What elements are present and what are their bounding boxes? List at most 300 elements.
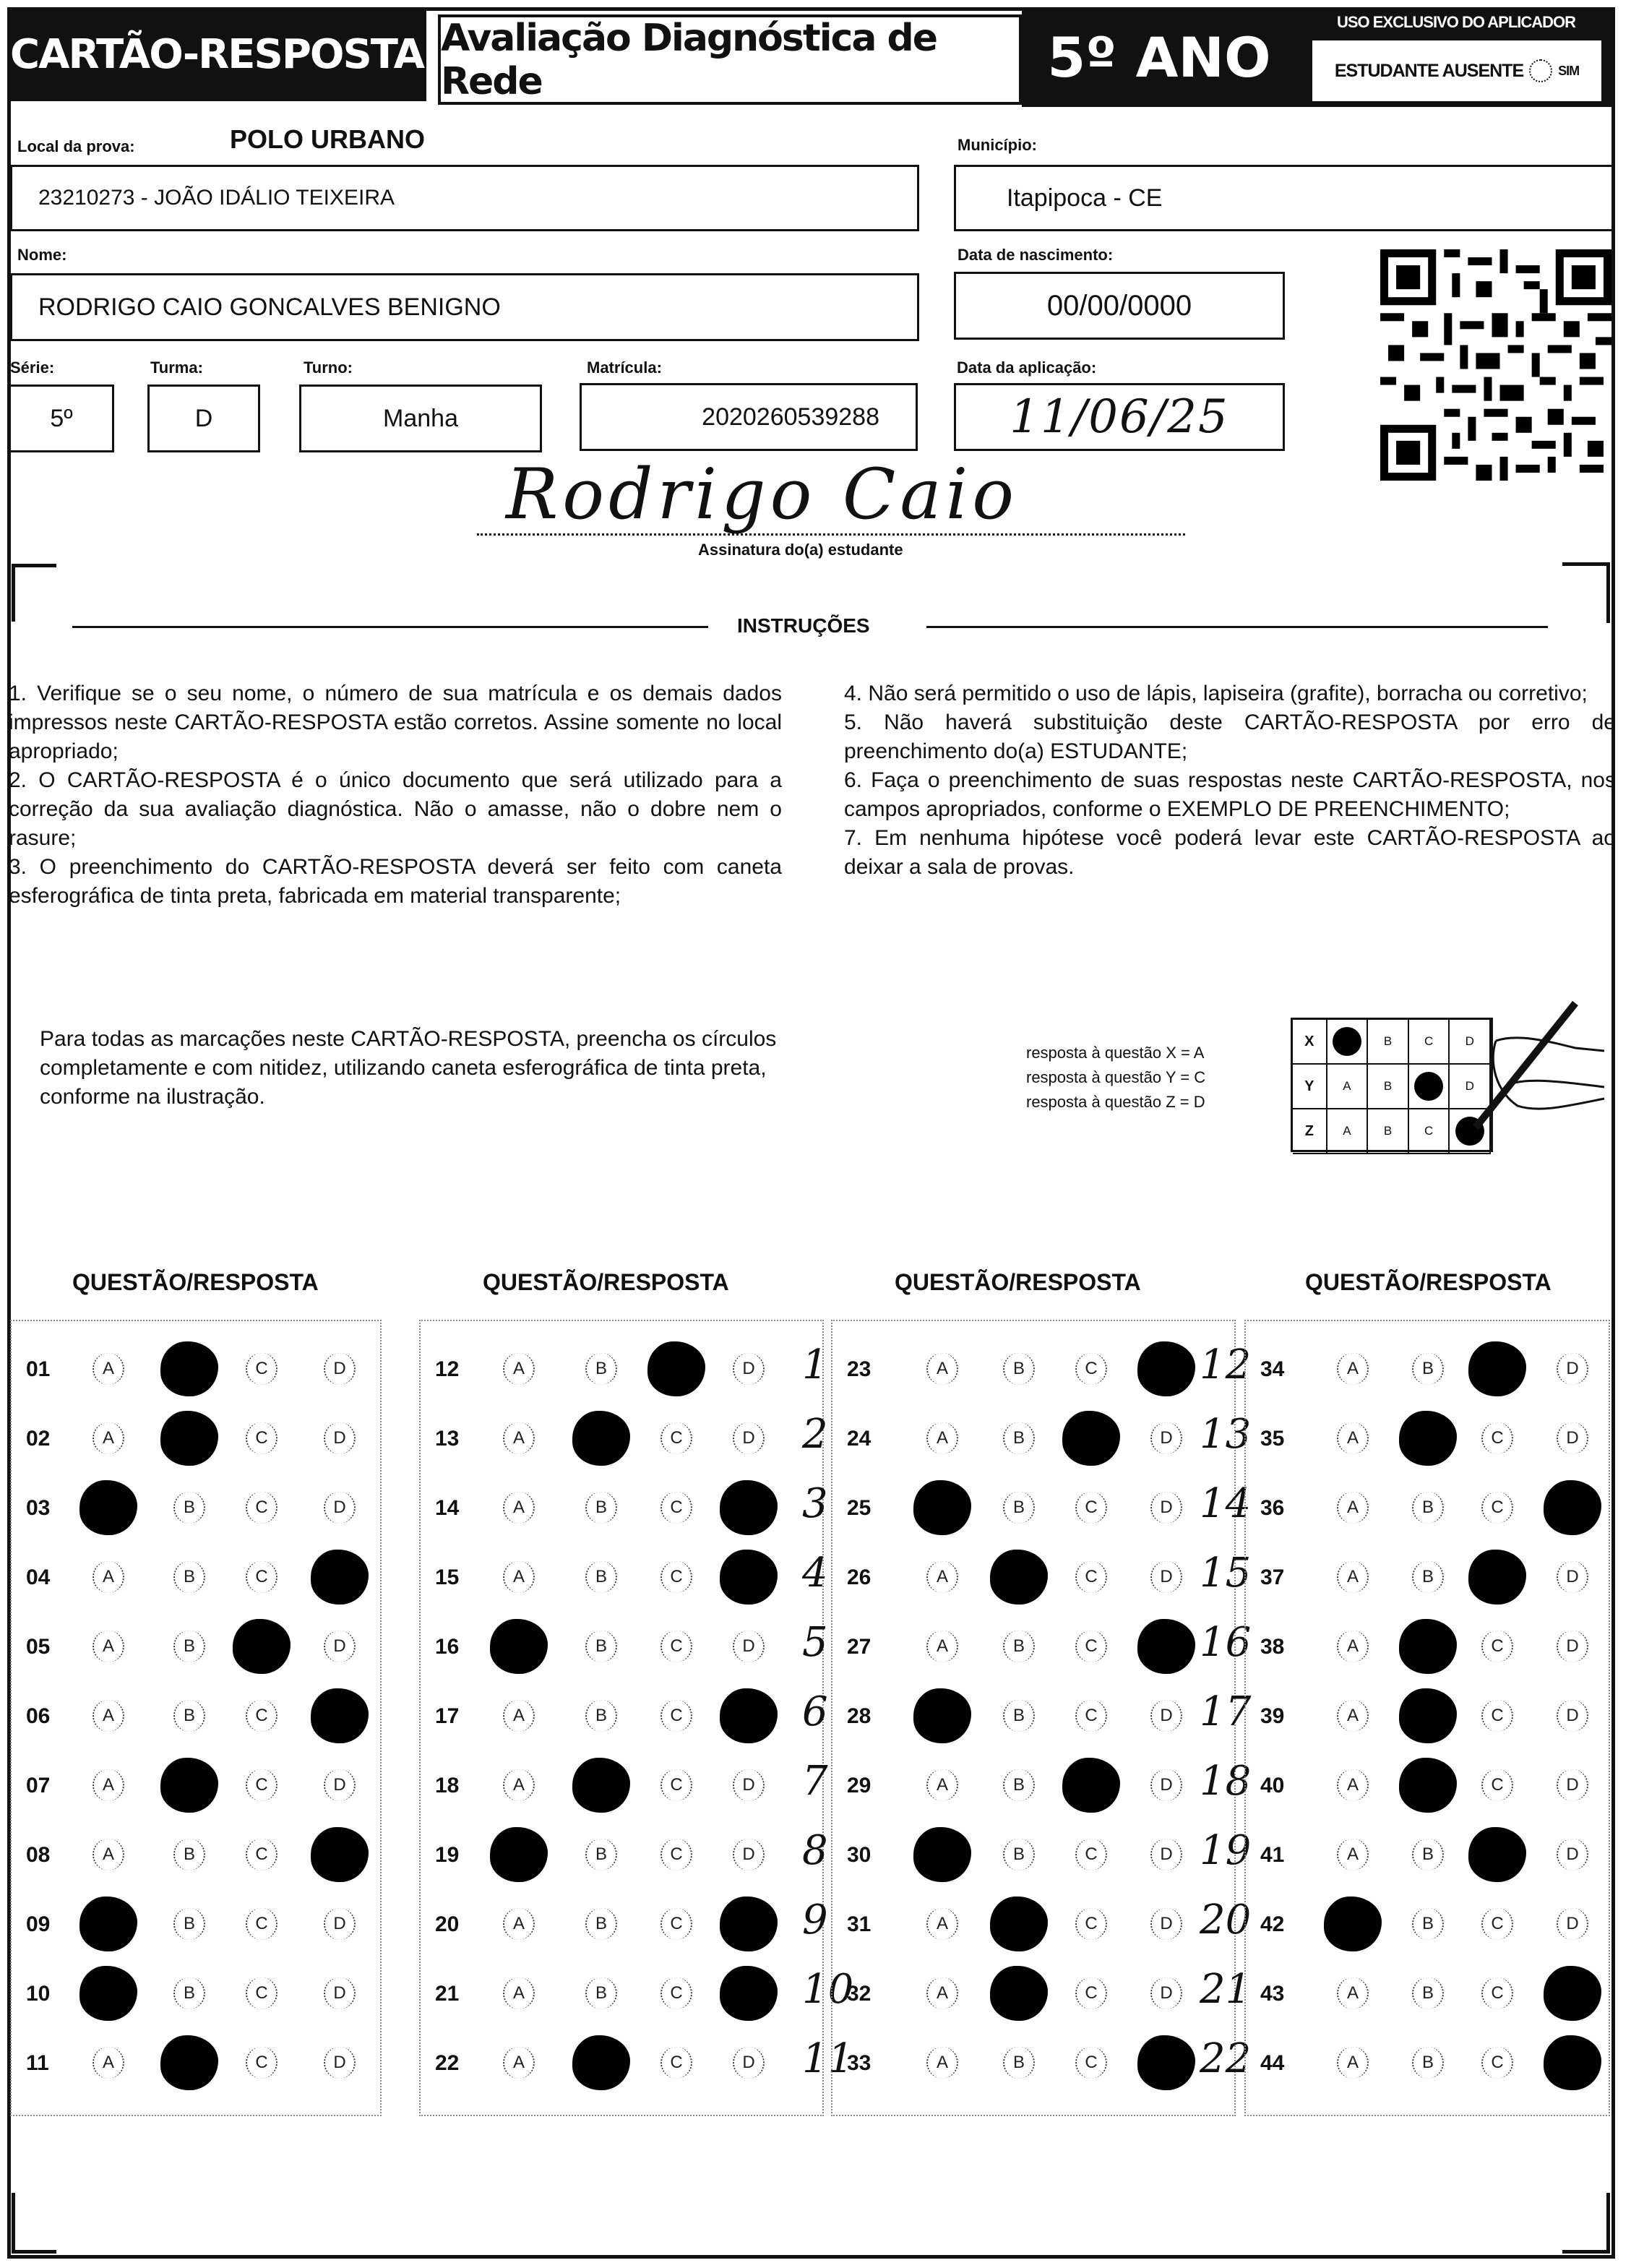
bubble-a[interactable]: A	[1337, 1353, 1369, 1385]
pen-hand-icon	[1467, 997, 1611, 1135]
bubble-c[interactable]: C	[246, 1977, 277, 2009]
bubble-d[interactable]	[1544, 2035, 1601, 2090]
bubble-a[interactable]: A	[503, 2047, 535, 2079]
question-number: 14	[435, 1496, 460, 1520]
bubble-b[interactable]: B	[1003, 1422, 1035, 1454]
bubble-a[interactable]: A	[1337, 2047, 1369, 2079]
bubble-c[interactable]: C	[660, 1839, 692, 1870]
bubble-c[interactable]: C	[1481, 1631, 1513, 1662]
bubble-b[interactable]: B	[173, 1561, 205, 1593]
bubble-c[interactable]: C	[1075, 1561, 1107, 1593]
bubble-d[interactable]: D	[1150, 1561, 1182, 1593]
bubble-b[interactable]	[572, 2035, 630, 2090]
bubble-b[interactable]: B	[1412, 1839, 1444, 1870]
bubble-c[interactable]: C	[660, 1422, 692, 1454]
question-number: 37	[1260, 1565, 1285, 1589]
bubble-d[interactable]: D	[324, 1908, 356, 1940]
handwritten-number: 11	[802, 2035, 854, 2082]
bubble-d[interactable]	[311, 1827, 369, 1882]
exam-title: Avaliação Diagnóstica de Rede	[438, 14, 1022, 105]
question-number: 22	[435, 2051, 460, 2075]
bubble-d[interactable]	[1137, 2035, 1195, 2090]
bubble-d[interactable]: D	[324, 1492, 356, 1524]
instruction-2: 2. O CARTÃO-RESPOSTA é o único documento que será utilizado para a correção da sua avaliação diagnóstica. Não o amasse, não o dobre nem o rasure;	[9, 768, 782, 850]
bubble-b[interactable]	[1399, 1758, 1457, 1813]
question-number: 31	[847, 1912, 872, 1936]
bubble-b[interactable]: B	[1003, 1769, 1035, 1801]
signature-line	[477, 533, 1185, 536]
bubble-c[interactable]: C	[246, 1908, 277, 1940]
question-number: 01	[26, 1357, 51, 1381]
bubble-c[interactable]: C	[1075, 1353, 1107, 1385]
handwritten-number: 3	[802, 1480, 828, 1527]
bubble-d[interactable]: D	[1150, 1422, 1182, 1454]
bubble-c[interactable]: C	[660, 1700, 692, 1732]
bubble-a[interactable]: A	[1337, 1492, 1369, 1524]
bubble-d[interactable]: D	[1150, 1700, 1182, 1732]
handwritten-number: 18	[1200, 1758, 1252, 1805]
handwritten-number: 17	[1200, 1688, 1252, 1735]
bubble-c[interactable]: C	[660, 1561, 692, 1593]
question-number: 09	[26, 1912, 51, 1936]
bubble-c[interactable]	[1062, 1411, 1120, 1466]
question-number: 27	[847, 1635, 872, 1659]
bubble-b[interactable]: B	[173, 1631, 205, 1662]
bubble-c[interactable]: C	[1075, 1977, 1107, 2009]
bubble-a[interactable]: A	[926, 1631, 958, 1662]
bubble-b[interactable]: B	[1412, 2047, 1444, 2079]
local-value: POLO URBANO	[230, 124, 425, 154]
bubble-d[interactable]: D	[733, 1422, 765, 1454]
question-number: 08	[26, 1843, 51, 1867]
example-label-z: resposta à questão Z = D	[1026, 1093, 1205, 1111]
bubble-d[interactable]: D	[324, 2047, 356, 2079]
bubble-d[interactable]: D	[1557, 1839, 1588, 1870]
bubble-b[interactable]	[160, 1758, 218, 1813]
bubble-d[interactable]	[311, 1550, 369, 1605]
bubble-b[interactable]: B	[585, 1908, 617, 1940]
bubble-d[interactable]	[1137, 1619, 1195, 1674]
handwritten-number: 19	[1200, 1827, 1252, 1874]
turma-field	[147, 385, 260, 452]
example-row	[1293, 1020, 1491, 1065]
bubble-c[interactable]: C	[1075, 2047, 1107, 2079]
bubble-b[interactable]: B	[585, 1561, 617, 1593]
bubble-d[interactable]: D	[1150, 1908, 1182, 1940]
example-option-d: D	[1450, 1020, 1491, 1063]
bubble-b[interactable]	[160, 2035, 218, 2090]
bubble-b[interactable]: B	[585, 1839, 617, 1870]
column-header: QUESTÃO/RESPOSTA	[483, 1269, 729, 1295]
bubble-c[interactable]: C	[246, 1700, 277, 1732]
bubble-b[interactable]: B	[1412, 1908, 1444, 1940]
example-option-d: D	[1450, 1065, 1491, 1108]
aplicacao-value: 11/06/25	[1010, 390, 1229, 444]
signature-handwriting: Rodrigo Caio	[506, 454, 1019, 535]
question-number: 20	[435, 1912, 460, 1936]
bubble-b[interactable]: B	[1003, 2047, 1035, 2079]
bubble-c[interactable]	[1062, 1758, 1120, 1813]
example-option-c	[1409, 1065, 1450, 1108]
bubble-c[interactable]	[647, 1341, 705, 1396]
question-number: 05	[26, 1635, 51, 1659]
bubble-c[interactable]: C	[1481, 1977, 1513, 2009]
column-header: QUESTÃO/RESPOSTA	[895, 1269, 1141, 1295]
handwritten-number: 6	[802, 1688, 828, 1735]
bubble-c[interactable]: C	[246, 1561, 277, 1593]
bubble-a[interactable]: A	[926, 1908, 958, 1940]
bubble-c[interactable]: C	[660, 2047, 692, 2079]
bubble-a[interactable]: A	[503, 1422, 535, 1454]
question-number: 40	[1260, 1774, 1285, 1797]
question-number: 26	[847, 1565, 872, 1589]
bubble-b[interactable]: B	[585, 1631, 617, 1662]
bubble-b[interactable]: B	[1003, 1631, 1035, 1662]
column-header: QUESTÃO/RESPOSTA	[72, 1269, 319, 1295]
bubble-c[interactable]: C	[246, 1769, 277, 1801]
absent-sim: SIM	[1558, 63, 1580, 78]
bubble-c[interactable]: C	[660, 1769, 692, 1801]
turma-label: Turma:	[150, 358, 203, 377]
bubble-a[interactable]: A	[92, 1769, 124, 1801]
bubble-d[interactable]: D	[1557, 1422, 1588, 1454]
bubble-a[interactable]: A	[92, 1700, 124, 1732]
bubble-a[interactable]: A	[503, 1353, 535, 1385]
bubble-a[interactable]: A	[926, 1561, 958, 1593]
example-option-b: B	[1368, 1109, 1409, 1153]
bubble-a[interactable]: A	[503, 1977, 535, 2009]
bubble-a[interactable]: A	[1337, 1839, 1369, 1870]
question-number: 34	[1260, 1357, 1285, 1381]
matricula-label: Matrícula:	[587, 358, 662, 377]
bubble-a[interactable]: A	[503, 1492, 535, 1524]
example-option-b: B	[1368, 1020, 1409, 1063]
question-number: 03	[26, 1496, 51, 1520]
nascimento-label: Data de nascimento:	[957, 246, 1114, 264]
question-number: 42	[1260, 1912, 1285, 1936]
handwritten-number: 12	[1200, 1341, 1252, 1388]
aplicacao-label: Data da aplicação:	[957, 358, 1097, 377]
handwritten-number: 16	[1200, 1619, 1252, 1666]
example-filled-bubble	[1414, 1072, 1443, 1101]
bubble-c[interactable]: C	[1075, 1839, 1107, 1870]
nome-value: RODRIGO CAIO GONCALVES BENIGNO	[38, 293, 501, 321]
bubble-a[interactable]: A	[1337, 1561, 1369, 1593]
bubble-d[interactable]: D	[1557, 1908, 1588, 1940]
bubble-c[interactable]: C	[1075, 1631, 1107, 1662]
example-option-a: A	[1327, 1109, 1369, 1153]
nome-label: Nome:	[17, 246, 67, 264]
handwritten-number: 7	[802, 1758, 828, 1805]
bubble-d[interactable]	[720, 1897, 778, 1951]
bubble-a[interactable]: A	[926, 1769, 958, 1801]
bubble-d[interactable]: D	[324, 1631, 356, 1662]
bubble-b[interactable]	[990, 1966, 1048, 2021]
bubble-a[interactable]: A	[926, 1353, 958, 1385]
bubble-b[interactable]: B	[1003, 1353, 1035, 1385]
bubble-b[interactable]	[160, 1411, 218, 1466]
bubble-a[interactable]: A	[926, 1422, 958, 1454]
question-number: 29	[847, 1774, 872, 1797]
bubble-d[interactable]: D	[1150, 1839, 1182, 1870]
nome-field	[10, 273, 919, 341]
corner-bottom-right	[1562, 2193, 1610, 2254]
example-question-label: X	[1293, 1020, 1327, 1063]
bubble-a[interactable]: A	[92, 2047, 124, 2079]
bubble-c[interactable]: C	[660, 1977, 692, 2009]
bubble-c[interactable]: C	[246, 1353, 277, 1385]
question-number: 44	[1260, 2051, 1285, 2075]
corner-top-right	[1562, 562, 1610, 623]
bubble-a[interactable]: A	[503, 1561, 535, 1593]
instruction-6: 6. Faça o preenchimento de suas respostas neste CARTÃO-RESPOSTA, nos campos apropriados, conforme o EXEMPLO DE PREENCHIMENTO;	[844, 768, 1616, 821]
bubble-a[interactable]: A	[926, 1977, 958, 2009]
bubble-d[interactable]: D	[1557, 1700, 1588, 1732]
example-row	[1293, 1109, 1491, 1154]
bubble-d[interactable]	[720, 1480, 778, 1535]
bubble-a[interactable]: A	[503, 1700, 535, 1732]
question-number: 16	[435, 1635, 460, 1659]
bubble-b[interactable]: B	[173, 1700, 205, 1732]
example-row	[1293, 1065, 1491, 1109]
school-field	[10, 165, 919, 231]
bubble-b[interactable]: B	[173, 1908, 205, 1940]
bubble-c[interactable]: C	[246, 2047, 277, 2079]
bubble-a[interactable]: A	[1337, 1631, 1369, 1662]
bubble-d[interactable]	[720, 1550, 778, 1605]
question-number: 36	[1260, 1496, 1285, 1520]
matricula-value: 2020260539288	[702, 403, 879, 431]
bubble-c[interactable]: C	[1075, 1492, 1107, 1524]
bubble-a[interactable]: A	[1337, 1422, 1369, 1454]
bubble-a[interactable]: A	[92, 1353, 124, 1385]
example-question-label: Z	[1293, 1109, 1327, 1153]
instr-rule-left	[72, 626, 708, 628]
bubble-a[interactable]: A	[92, 1839, 124, 1870]
question-number: 33	[847, 2051, 872, 2075]
absent-box	[1309, 38, 1604, 104]
serie-value: 5º	[50, 404, 73, 432]
example-label-y: resposta à questão Y = C	[1026, 1068, 1206, 1086]
instruction-4: 4. Não será permitido o uso de lápis, lapiseira (grafite), borracha ou corretivo;	[844, 682, 1588, 705]
bubble-b[interactable]: B	[585, 1977, 617, 2009]
bubble-d[interactable]	[1544, 1966, 1601, 2021]
bubble-b[interactable]	[1399, 1619, 1457, 1674]
bubble-d[interactable]: D	[733, 1353, 765, 1385]
bubble-b[interactable]: B	[173, 1492, 205, 1524]
bubble-d[interactable]: D	[733, 1631, 765, 1662]
bubble-c[interactable]: C	[1481, 1769, 1513, 1801]
bubble-a[interactable]	[79, 1966, 137, 2021]
bubble-a[interactable]	[79, 1480, 137, 1535]
nascimento-value: 00/00/0000	[1046, 289, 1192, 322]
example-question-label: Y	[1293, 1065, 1327, 1108]
handwritten-number: 21	[1200, 1966, 1252, 2013]
bubble-d[interactable]: D	[324, 1977, 356, 2009]
bubble-b[interactable]: B	[585, 1353, 617, 1385]
municipio-field	[954, 165, 1614, 231]
example-grid	[1291, 1018, 1493, 1152]
bubble-a[interactable]	[79, 1897, 137, 1951]
bubble-a[interactable]: A	[503, 1908, 535, 1940]
question-number: 04	[26, 1565, 51, 1589]
bubble-a[interactable]: A	[926, 2047, 958, 2079]
question-number: 06	[26, 1704, 51, 1728]
question-number: 23	[847, 1357, 872, 1381]
bubble-c[interactable]: C	[1481, 1700, 1513, 1732]
question-number: 15	[435, 1565, 460, 1589]
turno-field	[299, 385, 542, 452]
bubble-b[interactable]: B	[585, 1700, 617, 1732]
bubble-c[interactable]: C	[1075, 1700, 1107, 1732]
question-number: 21	[435, 1982, 460, 2006]
example-option-a: A	[1327, 1065, 1369, 1108]
bubble-c[interactable]	[1468, 1827, 1526, 1882]
bubble-b[interactable]	[160, 1341, 218, 1396]
bubble-a[interactable]	[490, 1619, 548, 1674]
bubble-d[interactable]: D	[324, 1353, 356, 1385]
bubble-c[interactable]: C	[1481, 1492, 1513, 1524]
bubble-d[interactable]: D	[1557, 1561, 1588, 1593]
example-text: Para todas as marcações neste CARTÃO-RESPOSTA, preencha os círculos completamente e com nitidez, utilizando caneta esferográfica de tinta preta, conforme na ilustração.	[40, 1027, 777, 1109]
bubble-b[interactable]: B	[173, 1977, 205, 2009]
bubble-d[interactable]: D	[1557, 1631, 1588, 1662]
column-header: QUESTÃO/RESPOSTA	[1305, 1269, 1552, 1295]
bubble-c[interactable]	[1468, 1341, 1526, 1396]
instr-rule-right	[926, 626, 1548, 628]
bubble-c[interactable]	[1468, 1550, 1526, 1605]
bubble-c[interactable]: C	[1481, 1908, 1513, 1940]
grade-label: 5º ANO	[1047, 25, 1271, 90]
bubble-d[interactable]: D	[733, 1769, 765, 1801]
bubble-b[interactable]: B	[585, 1492, 617, 1524]
handwritten-number: 4	[802, 1550, 828, 1597]
serie-label: Série:	[10, 358, 55, 377]
bubble-b[interactable]	[1399, 1688, 1457, 1743]
bubble-a[interactable]: A	[92, 1561, 124, 1593]
bubble-a[interactable]: A	[1337, 1977, 1369, 2009]
bubble-a[interactable]	[1324, 1897, 1382, 1951]
bubble-d[interactable]: D	[733, 2047, 765, 2079]
bubble-d[interactable]	[720, 1688, 778, 1743]
bubble-b[interactable]: B	[1412, 1561, 1444, 1593]
bubble-d[interactable]: D	[1557, 1353, 1588, 1385]
question-number: 24	[847, 1427, 872, 1451]
question-number: 13	[435, 1427, 460, 1451]
bubble-b[interactable]: B	[1412, 1353, 1444, 1385]
handwritten-number: 2	[802, 1411, 828, 1458]
bubble-d[interactable]: D	[1150, 1769, 1182, 1801]
local-label: Local da prova:	[17, 137, 135, 155]
example-option-a	[1327, 1020, 1369, 1063]
bubble-d[interactable]: D	[1150, 1977, 1182, 2009]
bubble-d[interactable]: D	[1557, 1769, 1588, 1801]
corner-top-left	[12, 564, 56, 622]
handwritten-number: 13	[1200, 1411, 1252, 1458]
bubble-d[interactable]: D	[324, 1769, 356, 1801]
bubble-a[interactable]: A	[92, 1422, 124, 1454]
question-number: 28	[847, 1704, 872, 1728]
example-option-c: C	[1409, 1020, 1450, 1063]
question-number: 35	[1260, 1427, 1285, 1451]
municipio-value: Itapipoca - CE	[1007, 184, 1163, 212]
bubble-b[interactable]	[990, 1897, 1048, 1951]
example-filled-bubble	[1333, 1027, 1361, 1056]
question-number: 30	[847, 1843, 872, 1867]
bubble-b[interactable]: B	[1003, 1700, 1035, 1732]
bubble-c[interactable]: C	[246, 1422, 277, 1454]
card-title: CARTÃO-RESPOSTA	[7, 7, 426, 101]
bubble-d[interactable]	[311, 1688, 369, 1743]
bubble-b[interactable]	[572, 1411, 630, 1466]
school-value: 23210273 - JOÃO IDÁLIO TEIXEIRA	[38, 186, 395, 210]
handwritten-number: 5	[802, 1619, 828, 1666]
bubble-c[interactable]	[233, 1619, 291, 1674]
turno-label: Turno:	[304, 358, 353, 377]
bubble-b[interactable]: B	[1412, 1492, 1444, 1524]
qr-code	[1380, 249, 1611, 481]
bubble-b[interactable]: B	[1003, 1492, 1035, 1524]
bubble-d[interactable]: D	[733, 1839, 765, 1870]
handwritten-number: 22	[1200, 2035, 1252, 2082]
bubble-c[interactable]: C	[660, 1631, 692, 1662]
municipio-label: Município:	[957, 136, 1037, 154]
question-number: 18	[435, 1774, 460, 1797]
bubble-d[interactable]: D	[324, 1422, 356, 1454]
question-number: 38	[1260, 1635, 1285, 1659]
bubble-c[interactable]: C	[246, 1839, 277, 1870]
bubble-d[interactable]	[720, 1966, 778, 2021]
bubble-a[interactable]: A	[1337, 1700, 1369, 1732]
bubble-d[interactable]	[1137, 1341, 1195, 1396]
question-number: 39	[1260, 1704, 1285, 1728]
absent-bubble[interactable]	[1529, 59, 1552, 82]
bubble-b[interactable]	[990, 1550, 1048, 1605]
bubble-a[interactable]: A	[503, 1769, 535, 1801]
bubble-b[interactable]: B	[1003, 1839, 1035, 1870]
bubble-a[interactable]: A	[1337, 1769, 1369, 1801]
bubble-d[interactable]: D	[1150, 1492, 1182, 1524]
bubble-a[interactable]: A	[92, 1631, 124, 1662]
bubble-a[interactable]	[913, 1827, 971, 1882]
bubble-c[interactable]: C	[1481, 1422, 1513, 1454]
bubble-d[interactable]	[1544, 1480, 1601, 1535]
bubble-b[interactable]: B	[173, 1839, 205, 1870]
handwritten-number: 15	[1200, 1550, 1252, 1597]
bubble-c[interactable]: C	[660, 1908, 692, 1940]
handwritten-number: 8	[802, 1827, 828, 1874]
question-number: 41	[1260, 1843, 1285, 1867]
question-number: 25	[847, 1496, 872, 1520]
handwritten-number: 10	[802, 1966, 854, 2013]
matricula-field	[580, 383, 918, 451]
bubble-a[interactable]	[913, 1480, 971, 1535]
question-number: 19	[435, 1843, 460, 1867]
bubble-a[interactable]	[913, 1688, 971, 1743]
bubble-b[interactable]: B	[1412, 1977, 1444, 2009]
bubble-b[interactable]	[1399, 1411, 1457, 1466]
question-number: 12	[435, 1357, 460, 1381]
bubble-c[interactable]: C	[1075, 1908, 1107, 1940]
bubble-c[interactable]: C	[246, 1492, 277, 1524]
bubble-c[interactable]: C	[1481, 2047, 1513, 2079]
instruction-7: 7. Em nenhuma hipótese você poderá levar este CARTÃO-RESPOSTA ao deixar a sala de provas.	[844, 826, 1616, 879]
example-label-x: resposta à questão X = A	[1026, 1044, 1205, 1062]
bubble-a[interactable]	[490, 1827, 548, 1882]
instructions-title: INSTRUÇÕES	[737, 614, 870, 637]
bubble-b[interactable]	[572, 1758, 630, 1813]
bubble-c[interactable]: C	[660, 1492, 692, 1524]
